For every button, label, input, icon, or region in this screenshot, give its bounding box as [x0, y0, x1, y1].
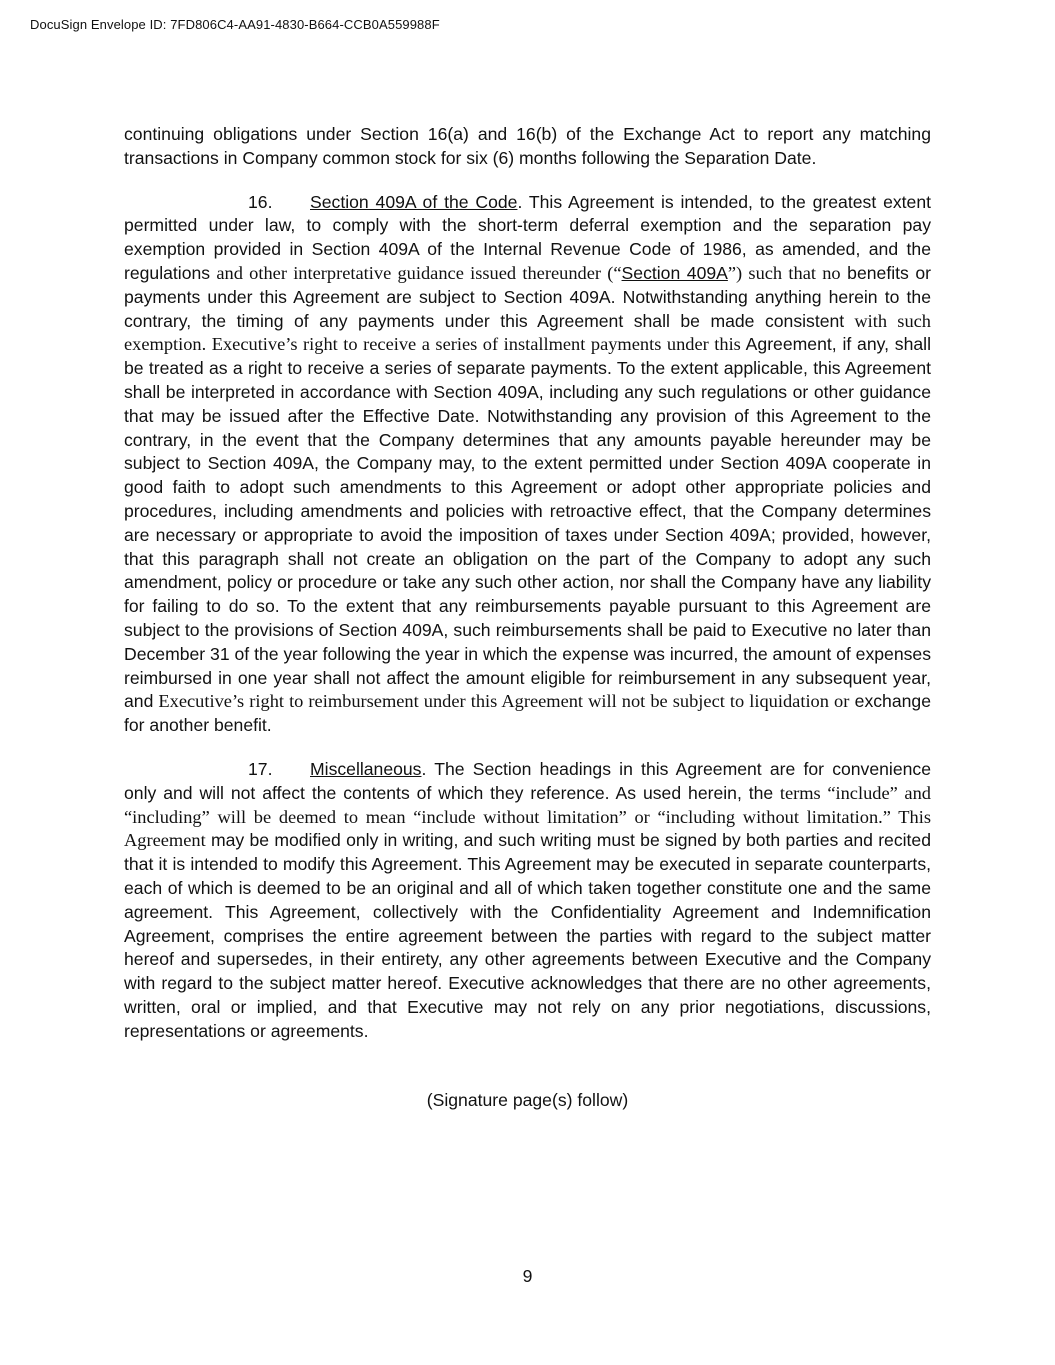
signature-follow-note: (Signature page(s) follow) — [426, 1090, 629, 1110]
page-number: 9 — [522, 1266, 533, 1286]
section-16-text-f: Agreement, if any, shall be treated as a right to receive a series of separate payments. To the extent applicable, this Agreement shall be interpreted in accordance with Section 409A, including any such regulations or other guidance that may be issued after the Effective Date. Notwithstanding any provision of this Agreement to the contrary, in the event that the Company determines that any amounts payable hereunder may be subject to Section 409A, the Company may, to the extent permitted under Section 409A cooperate in good faith to adopt such amendments to this Agreement or adopt other appropriate policies and procedures, including amendments and policies with retroactive effect, that the Company determines are necessary or appropriate to avoid the imposition of taxes under Section 409A; provided, however, that this paragraph shall not create an obligation on the part of the Company to adopt any such amendment, policy or procedure or take any such other action, nor shall the Company have any liability for failing to do so. To the extent that any reimbursements payable pursuant to this Agreement are subject to the provisions of Section 409A, such reimbursements shall be paid to Executive no later than December 31 of the year following the year in which the expense was incurred, the amount of expenses reimbursed in one year shall not affect the amount eligible for reimbursement in any subsequent year, and — [124, 334, 931, 712]
section-16-heading: Section 409A of the Code — [310, 191, 518, 212]
section-16-paragraph — [124, 191, 931, 738]
paragraph-intro: continuing obligations under Section 16(a) and 16(b) of the Exchange Act to report any matching transactions in Company common stock for six (6) months following the Separation Date. — [124, 124, 931, 168]
section-16-text-c: ”) such that no — [727, 262, 841, 283]
section-17-paragraph — [124, 758, 931, 1044]
section-17-text-b: terms “include” and “including” will be deemed to mean “include without limitation” or “including without limitation.” This Agreement — [124, 782, 931, 851]
section-16-text-e: with such exemption. Executive’s right to receive a series of installment payments under this — [124, 310, 931, 355]
section-16-text-g: Executive’s right to reimbursement under this Agreement will not be subject to liquidation or — [153, 691, 850, 712]
section-17-heading: Miscellaneous — [310, 758, 422, 779]
section-17-text-a: . The Section headings in this Agreement are for convenience only and will not affect the contents of which they reference. As used herein, the — [124, 758, 931, 803]
section-16-text-h: exchange for another benefit. — [124, 691, 931, 736]
section-16-number: 16. — [248, 191, 273, 212]
section-16-text-d: benefits or payments under this Agreement are subject to Section 409A. Notwithstanding anything herein to the contrary, the timing of any payments under this Agreement shall be made consistent — [124, 262, 931, 331]
docusign-envelope-id: DocuSign Envelope ID: 7FD806C4-AA91-4830-B664-CCB0A559988F — [30, 17, 440, 32]
section-16-text-b: and other interpretative guidance issued thereunder (“ — [210, 262, 622, 283]
section-16-text-a: . This Agreement is intended, to the greatest extent permitted under law, to comply with the short-term deferral exemption and the separation pay exemption provided in Section 409A of the Internal Revenue Code of 1986, as amended, and the regulations — [124, 191, 931, 283]
section-17-number: 17. — [248, 758, 273, 779]
section-17-text-c: may be modified only in writing, and such writing must be signed by both parties and recited that it is intended to modify this Agreement. This Agreement may be executed in separate counterparts, each of which is deemed to be an original and all of which taken together constitute one and the same agreement. This Agreement, collectively with the Confidentiality Agreement and Indemnification Agreement, comprises the entire agreement between the parties with regard to the subject matter hereof and supersedes, in their entirety, any other agreements between Executive and the Company with regard to the subject matter hereof. Executive acknowledges that there are no other agreements, written, oral or implied, and that Executive may not rely on any prior negotiations, discussions, representations or agreements. — [124, 830, 931, 1041]
section-16-defined-term: Section 409A — [621, 262, 728, 283]
document-body — [124, 123, 931, 1063]
